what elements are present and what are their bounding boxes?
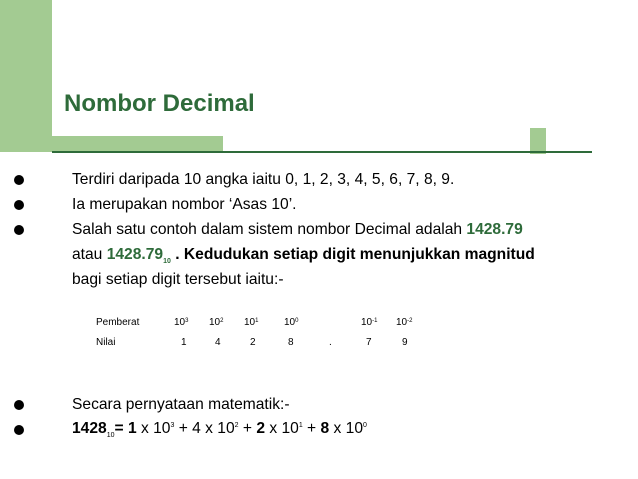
weight-cell: $10^{-1}$	[361, 317, 378, 328]
bullet-text-3-line2	[72, 247, 535, 265]
math-lhs-subscript: 10	[106, 432, 115, 440]
line2-prefix: atau	[72, 246, 103, 263]
decimal-point: .	[329, 337, 332, 348]
value-cell: 2	[250, 337, 256, 348]
math-equals: =	[114, 420, 124, 437]
value-cell: 8	[288, 337, 294, 348]
bullet-icon	[14, 175, 24, 185]
math-term-1: 1	[127, 420, 137, 437]
math-expression: $1428_{10}= 1$ x $10^3 + 4$ x $10^2 + 2$ x $10^1 + 8$ x $10^0$	[72, 420, 367, 440]
example-number: 1428.79	[466, 221, 523, 238]
bullet-icon	[14, 200, 24, 210]
math-term-4: 8	[320, 420, 330, 437]
math-term-3: 2	[256, 420, 265, 437]
base-subscript: 10	[163, 258, 171, 266]
math-lhs: 1428	[72, 420, 107, 437]
row-label-nilai: Nilai	[96, 337, 116, 348]
bullet-icon	[14, 400, 24, 410]
bullet-text-3-prefix: Salah satu contoh dalam sistem nombor Decimal adalah	[72, 221, 463, 238]
value-cell: 4	[215, 337, 221, 348]
value-cell: 9	[402, 337, 408, 348]
weight-cell: $10^{-2}$	[396, 317, 413, 328]
bullet-icon	[14, 425, 24, 435]
weight-cell: $10^2$	[209, 317, 224, 328]
math-heading: Secara pernyataan matematik:-	[72, 396, 290, 413]
value-cell: 7	[366, 337, 372, 348]
bullet-icon	[14, 225, 24, 235]
title-divider	[52, 151, 592, 153]
bullet-text-3-line3: bagi setiap digit tersebut iaitu:-	[72, 271, 284, 288]
value-cell: 1	[181, 337, 187, 348]
line2-suffix: . Kedudukan setiap digit menunjukkan magnitud	[175, 246, 535, 263]
bullet-text-2: Ia merupakan nombor ‘Asas 10’.	[72, 196, 297, 213]
row-label-pemberat: Pemberat	[96, 317, 140, 328]
weight-cell: $10^0$	[284, 317, 299, 328]
weight-cell: $10^3$	[174, 317, 189, 328]
bullet-text-1: Terdiri daripada 10 angka iaitu 0, 1, 2, 3, 4, 5, 6, 7, 8, 9.	[72, 171, 455, 188]
example-number-base10: 1428.79	[106, 246, 164, 263]
bullet-text-3	[72, 222, 523, 238]
slide-title: Nombor Decimal	[64, 90, 255, 117]
weight-cell: $10^1$	[244, 317, 259, 328]
